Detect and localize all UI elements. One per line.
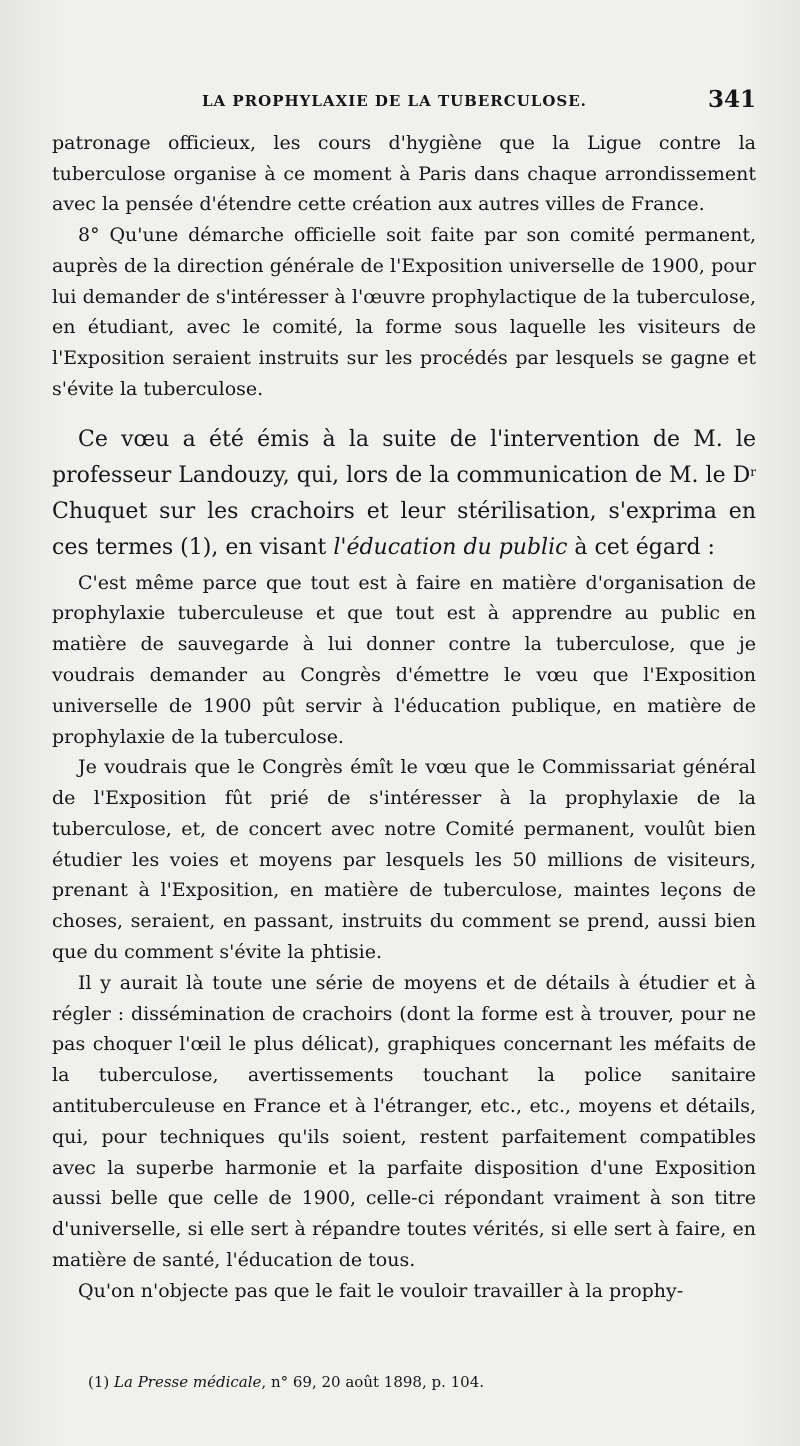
- quote-paragraph-1: C'est même parce que tout est à faire en matière d'organisation de prophylaxie tuberculeuse et que tout est à apprendre au public en matière de sauvegarde à lui donner contre la tuberculose, que je voudrais demander au Congrès d'émettre le vœu que l'Exposition universelle de 1900 pût servir à l'éducation publique, en matière de prophylaxie de la tuberculose.: [52, 571, 756, 748]
- commentary-text-3: à cet égard :: [567, 534, 715, 560]
- doctor-abbrev-sup: r: [750, 465, 756, 480]
- quote-paragraph-2: Je voudrais que le Congrès émît le vœu que le Commissariat général de l'Exposition fût prié de s'intéresser à la prophylaxie de la tuberculose, et, de concert avec notre Comité permanent, voulût bien étudier les voies et moyens par lesquels les 50 millions de visiteurs, prenant à l'Exposition, en matière de tuberculose, maintes leçons de choses, seraient, en passant, instruits du comment se prend, aussi bien que du comment s'évite la phtisie.: [52, 756, 756, 964]
- running-title: LA PROPHYLAXIE DE LA TUBERCULOSE.: [202, 92, 587, 110]
- quotation-block: [52, 568, 756, 1307]
- paragraph-item-8: 8° Qu'une démarche officielle soit faite par son comité permanent, auprès de la direction générale de l'Exposition universelle de 1900, pour lui demander de s'intéresser à l'œuvre prophylactique de la tuberculose, en étudiant, avec le comité, la forme sous laquelle les visiteurs de l'Exposition seraient instruits sur les procédés par lesquels se gagne et s'évite la tuberculose.: [52, 224, 756, 400]
- quote-paragraph-4: Qu'on n'objecte pas que le fait le vouloir travailler à la prophy-: [78, 1279, 684, 1302]
- page-number: 341: [707, 86, 756, 113]
- footnote: [88, 1372, 484, 1392]
- footnote-citation: , n° 69, 20 août 1898, p. 104.: [261, 1373, 485, 1391]
- footnote-marker: (1): [88, 1373, 110, 1391]
- recommendations-block: [52, 128, 756, 404]
- commentary-text-1: Ce vœu a été émis à la suite de l'intervention de M. le professeur Landouzy, qui, lors de la communication de M. le D: [52, 427, 756, 489]
- running-head: [52, 86, 756, 128]
- footnote-journal: La Presse médicale: [114, 1373, 262, 1391]
- commentary-text-2: Chuquet sur les crachoirs et leur stérilisation, s'exprima en ces termes (1), en visant: [52, 498, 756, 560]
- paragraph-continuation: patronage officieux, les cours d'hygiène que la Ligue contre la tuberculose organise à ce moment à Paris dans chaque arrondissement avec la pensée d'étendre cette création aux autres villes de France.: [52, 132, 756, 216]
- paragraph-commentary: [52, 422, 756, 565]
- commentary-italic: l'éducation du public: [333, 534, 568, 560]
- commentary-block: [52, 422, 756, 565]
- quote-paragraph-3: Il y aurait là toute une série de moyens et de détails à étudier et à régler : dissémination de crachoirs (dont la forme est à trouver, pour ne pas choquer l'œil le plus délicat), graphiques concernant les méfaits de la tuberculose, avertissements touchant la police sanitaire antituberculeuse en France et à l'étranger, etc., etc., moyens et détails, qui, pour techniques qu'ils soient, restent parfaitement compatibles avec la superbe harmonie et la parfaite disposition d'une Exposition aussi belle que celle de 1900, celle-ci répondant vraiment à son titre d'universelle, si elle sert à répandre toutes vérités, si elle sert à faire, en matière de santé, l'éducation de tous.: [52, 971, 756, 1272]
